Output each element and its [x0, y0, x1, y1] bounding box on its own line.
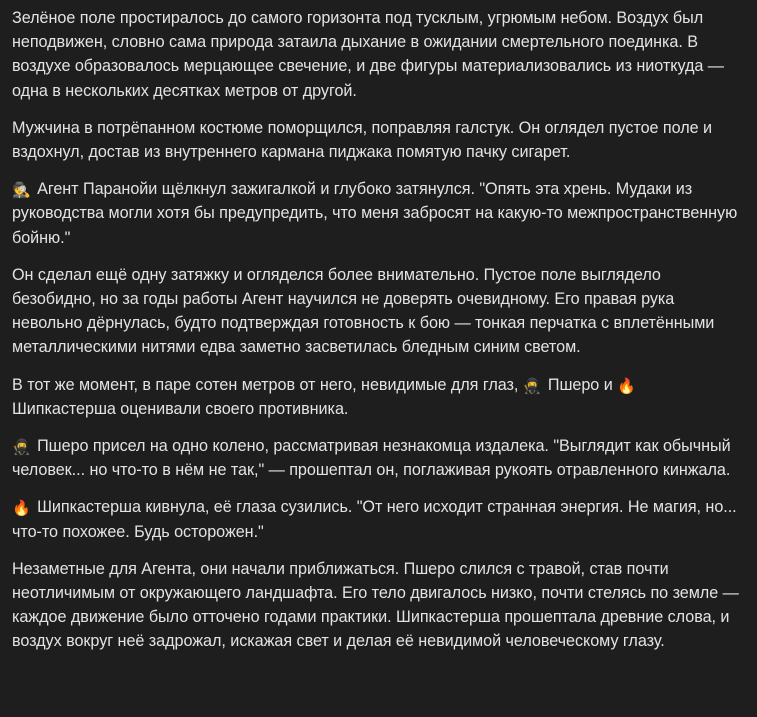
paragraph-text-middle: Пшеро и	[547, 375, 613, 394]
paragraph-4	[12, 263, 743, 360]
fire-emoji-icon: 🔥	[617, 377, 636, 395]
fire-emoji-icon: 🔥	[12, 500, 31, 518]
paragraph-text: Зелёное поле простиралось до самого горизонта под тусклым, угрюмым небом. Воздух был неподвижен, словно сама природа затаила дыхание в ожидании смертельного поединка. В воздухе образовалось мерцающее свечение, и две фигуры материализовались из ниоткуда — одна в нескольких десятках метров от другой.	[12, 9, 724, 100]
paragraph-text: Шипкастерша кивнула, её глаза сузились. "От него исходит странная энергия. Не магия, но... что-то похожее. Будь осторожен."	[12, 498, 737, 541]
paragraph-6	[12, 434, 743, 482]
paragraph-8	[12, 557, 743, 654]
ninja-emoji-icon: 🥷	[522, 377, 542, 395]
paragraph-text: Он сделал ещё одну затяжку и огляделся более внимательно. Пустое поле выглядело безобидно, но за годы работы Агент научился не доверять очевидному. Его правая рука невольно дёрнулась, будто подтверждая готовность к бою — тонкая перчатка с вплетёнными металлическими нитями едва заметно засветилась бледным синим светом.	[12, 265, 715, 357]
paragraph-text: Мужчина в потрёпанном костюме поморщился, поправляя галстук. Он оглядел пустое поле и вздохнул, достав из внутреннего кармана пиджака помятую пачку сигарет.	[12, 118, 713, 162]
paragraph-text: Незаметные для Агента, они начали приближаться. Пшеро слился с травой, став почти неотличимым от окружающего ландшафта. Его тело двигалось низко, почти стелясь по земле — каждое движение было отточено годами практики. Шипкастерша прошептала древние слова, и воздух вокруг неё задрожал, искажая свет и делая её невидимой человеческому глазу.	[12, 559, 739, 651]
paragraph-7	[12, 495, 743, 543]
paragraph-1	[12, 6, 743, 103]
paragraph-text: Пшеро присел на одно колено, рассматривая незнакомца издалека. "Выглядит как обычный человек... но что-то в нём не так," — прошептал он, поглаживая рукоять отравленного кинжала.	[12, 437, 731, 480]
paragraph-5	[12, 373, 743, 421]
paragraph-3	[12, 177, 743, 250]
paragraph-2	[12, 116, 743, 164]
ninja-emoji-icon: 🥷	[12, 439, 31, 457]
paragraph-text-after: Шипкастерша оценивали своего противника.	[12, 399, 349, 418]
detective-emoji-icon: 🕵	[12, 182, 31, 200]
paragraph-text: Агент Паранойи щёлкнул зажигалкой и глубоко затянулся. "Опять эта хрень. Мудаки из руководства могли хотя бы предупредить, что меня забросят на какую-то межпространственную бойню."	[12, 180, 738, 247]
paragraph-text-before: В тот же момент, в паре сотен метров от него, невидимые для глаз,	[12, 375, 519, 394]
